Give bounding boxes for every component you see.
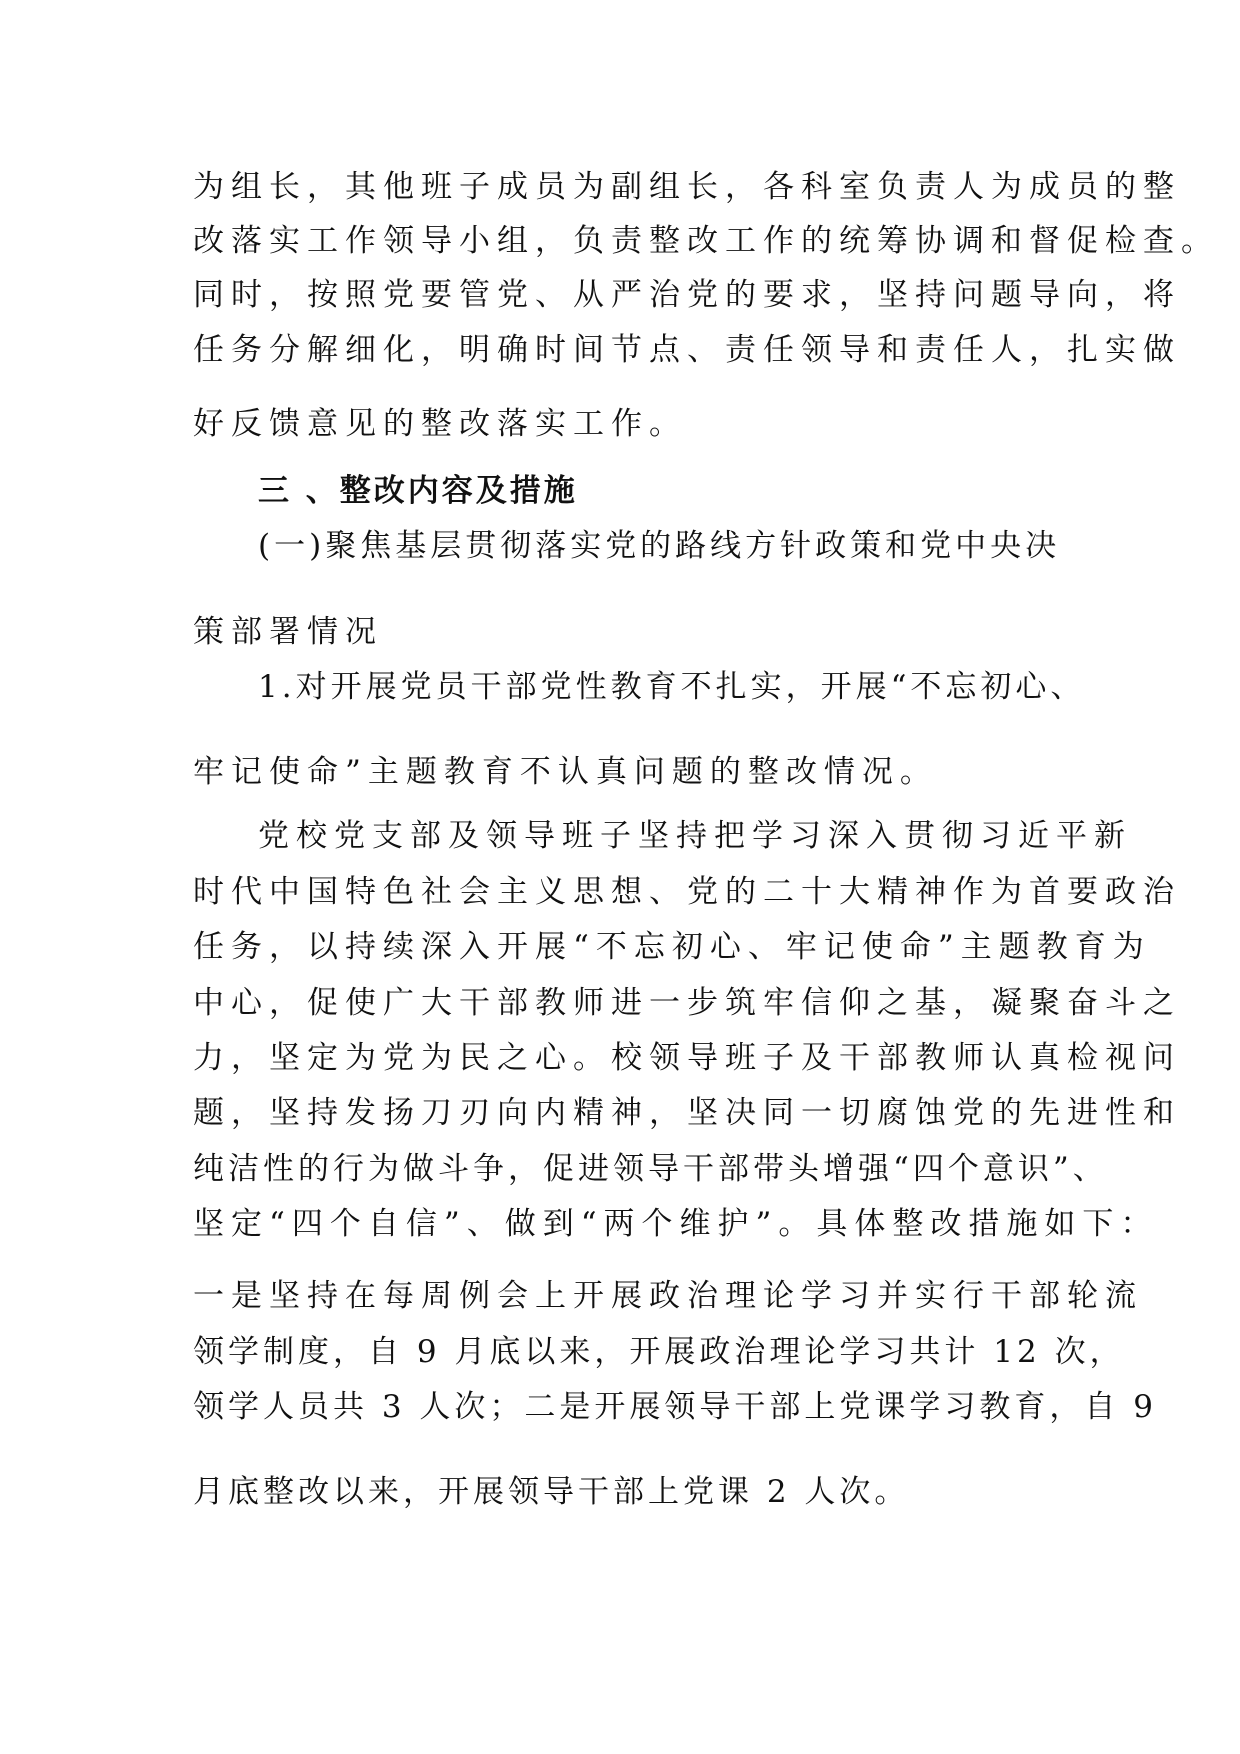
- paragraph-line: 坚定“四个自信”、做到“两个维护”。具体整改措施如下：: [193, 1206, 1159, 1242]
- paragraph-line: 改落实工作领导小组，负责整改工作的统筹协调和督促检查。: [193, 223, 1219, 259]
- paragraph-line: 任务分解细化，明确时间节点、责任领导和责任人，扎实做: [193, 332, 1181, 368]
- paragraph-line: 月底整改以来，开展领导干部上党课 2 人次。: [193, 1474, 910, 1510]
- paragraph-line: 时代中国特色社会主义思想、党的二十大精神作为首要政治: [193, 874, 1181, 910]
- paragraph-line: 力，坚定为党为民之心。校领导班子及干部教师认真检视问: [193, 1040, 1181, 1076]
- section-heading: 三 、整改内容及措施: [258, 473, 578, 509]
- paragraph-line: 党校党支部及领导班子坚持把学习深入贯彻习近平新: [258, 818, 1132, 854]
- item-heading-line: 1.对开展党员干部党性教育不扎实，开展“不忘初心、: [258, 669, 1086, 705]
- paragraph-line: 一是坚持在每周例会上开展政治理论学习并实行干部轮流: [193, 1278, 1143, 1314]
- paragraph-line: 好反馈意见的整改落实工作。: [193, 406, 687, 442]
- paragraph-line: 任务，以持续深入开展“不忘初心、牢记使命”主题教育为: [193, 929, 1151, 965]
- paragraph-line: 领学制度，自 9 月底以来，开展政治理论学习共计 12 次，: [193, 1334, 1125, 1370]
- subsection-heading-line: 策部署情况: [193, 614, 383, 650]
- paragraph-line: 同时，按照党要管党、从严治党的要求，坚持问题导向，将: [193, 277, 1181, 313]
- paragraph-line: 领学人员共 3 人次；二是开展领导干部上党课学习教育，自 9: [193, 1389, 1158, 1425]
- paragraph-line: 题，坚持发扬刀刃向内精神，坚决同一切腐蚀党的先进性和: [193, 1095, 1181, 1131]
- item-heading-line: 牢记使命”主题教育不认真问题的整改情况。: [193, 754, 938, 790]
- paragraph-line: 为组长，其他班子成员为副组长，各科室负责人为成员的整: [193, 169, 1181, 205]
- subsection-heading-line: (一)聚焦基层贯彻落实党的路线方针政策和党中央决: [258, 528, 1061, 564]
- paragraph-line: 中心，促使广大干部教师进一步筑牢信仰之基，凝聚奋斗之: [193, 985, 1181, 1021]
- paragraph-line: 纯洁性的行为做斗争，促进领导干部带头增强“四个意识”、: [193, 1151, 1108, 1187]
